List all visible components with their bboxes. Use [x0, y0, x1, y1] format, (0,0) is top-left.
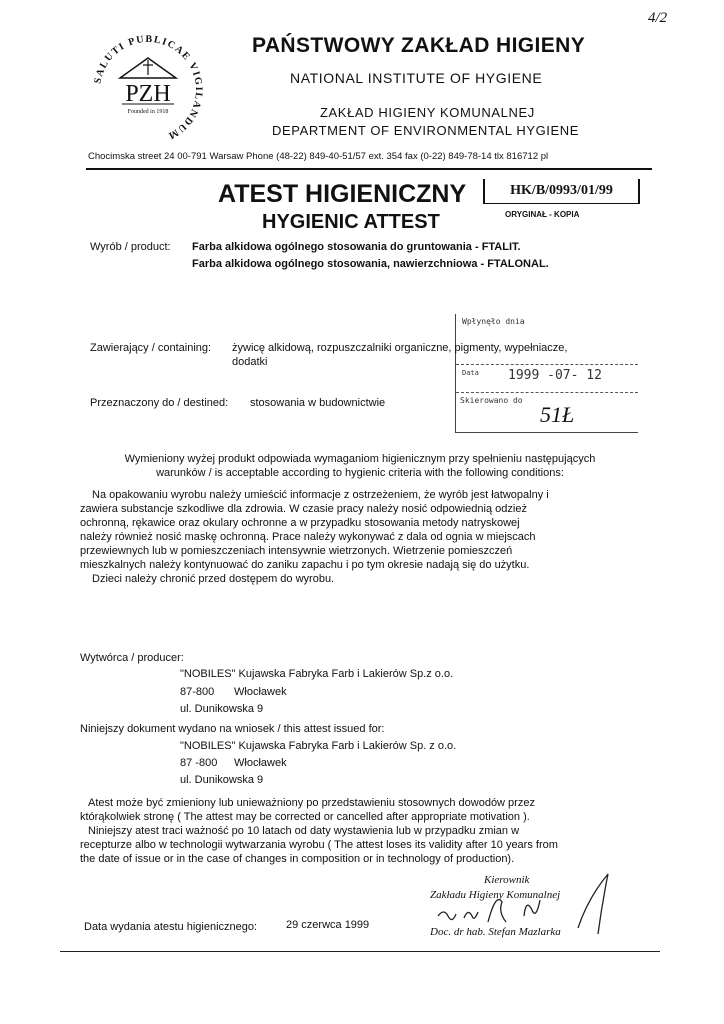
- department-pl: ZAKŁAD HIGIENY KOMUNALNEJ: [320, 105, 535, 120]
- institute-subtitle: NATIONAL INSTITUTE OF HYGIENE: [290, 70, 543, 86]
- department-en: DEPARTMENT OF ENVIRONMENTAL HYGIENE: [272, 123, 580, 138]
- copy-mark: ORYGINAŁ - KOPIA: [505, 210, 580, 219]
- conditions-line: Na opakowaniu wyrobu należy umieścić informacje z ostrzeżeniem, że wyrób jest łatwopalny i: [92, 489, 549, 501]
- conditions-line: mieszkalnych należy kontynuować do zaniku zapachu i po tym okresie nadają się do użytku.: [80, 559, 530, 571]
- issued-for-name: "NOBILES" Kujawska Fabryka Farb i Lakierów Sp. z o.o.: [180, 740, 457, 752]
- conditions-intro: [80, 452, 640, 480]
- logo-founded: Founded in 1918: [127, 109, 169, 115]
- producer-street: ul. Dunikowska 9: [180, 703, 264, 715]
- conditions-body: [80, 488, 640, 586]
- notes-p1-line-1: Atest może być zmieniony lub unieważniony po przedstawieniu stosownych dowodów przez: [88, 797, 535, 809]
- stamp-line-3: Skierowano do: [460, 396, 523, 405]
- product-line-2: Farba alkidowa ogólnego stosowania, nawierzchniowa - FTALONAL.: [192, 258, 549, 270]
- producer-city: Włocławek: [234, 686, 287, 698]
- notes-p1-line-2: którąkolwiek stronę ( The attest may be corrected or cancelled after appropriate motivation ).: [80, 811, 530, 823]
- page-number-mark: 4/2: [648, 10, 668, 26]
- product-line-1: Farba alkidowa ogólnego stosowania do gruntowania - FTALIT.: [192, 241, 521, 253]
- conditions-line: przewiewnych lub w pomieszczeniach intensywnie wietrzonych. Wietrzenie pomieszczeń: [80, 545, 513, 557]
- notes-p2-line-3: the date of issue or in the case of changes in composition or in technology of production).: [80, 853, 515, 865]
- conditions-intro-1: Wymieniony wyżej produkt odpowiada wymaganiom higienicznym przy spełnieniu następujących: [124, 453, 596, 465]
- attest-number: HK/B/0993/01/99: [510, 183, 613, 198]
- attest-title-en: HYGIENIC ATTEST: [262, 211, 440, 233]
- notes-p2-line-1: Niniejszy atest traci ważność po 10 latach od daty wystawienia lub w przypadku zmian w: [88, 825, 520, 837]
- containing-line-1: żywicę alkidową, rozpuszczalniki organiczne, pigmenty, wypełniacze,: [232, 342, 568, 354]
- stamp-line-2: Data: [462, 369, 479, 377]
- signature-name: Doc. dr hab. Stefan Mazlarka: [430, 926, 561, 938]
- producer-label: Wytwórca / producer:: [80, 652, 184, 664]
- logo-ring-text: SALUTI PUBLICAE VIGILANDUM: [92, 33, 205, 142]
- pzh-logo: [86, 28, 210, 152]
- signature-role: Kierownik: [484, 874, 530, 886]
- producer-name: "NOBILES" Kujawska Fabryka Farb i Lakierów Sp.z o.o.: [180, 668, 454, 680]
- logo-initials: PZH: [125, 81, 171, 107]
- notes: [80, 796, 640, 866]
- signature-dept: Zakładu Higieny Komunalnej: [430, 889, 561, 901]
- address-line: Chocimska street 24 00-791 Warsaw Phone (48-22) 849-40-51/57 ext. 354 fax (0-22) 849-78-14 tlx 816712 pl: [88, 151, 549, 162]
- issued-for-postcode: 87 -800: [180, 757, 218, 769]
- stamp-line-1: Wpłynęło dnia: [462, 317, 525, 326]
- destined-value: stosowania w budownictwie: [250, 397, 386, 409]
- destined-label: Przeznaczony do / destined:: [90, 397, 229, 409]
- issued-for-label: Niniejszy dokument wydano na wniosek / this attest issued for:: [80, 723, 385, 735]
- received-stamp: [455, 314, 638, 433]
- attest-title-pl: ATEST HIGIENICZNY: [218, 180, 467, 208]
- issued-for-city: Włocławek: [234, 757, 287, 769]
- producer-postcode: 87-800: [180, 686, 215, 698]
- institute-title: PAŃSTWOWY ZAKŁAD HIGIENY: [252, 34, 586, 57]
- conditions-line: należy również nosić maskę ochronną. Prace należy wykonywać z dala od ognia w miejscach: [80, 531, 536, 543]
- attest-number-box: [483, 179, 640, 204]
- containing-label: Zawierający / containing:: [90, 342, 212, 354]
- product-label: Wyrób / product:: [90, 241, 171, 253]
- stamp-date: 1999 -07- 12: [508, 368, 602, 383]
- issue-date-value: 29 czerwca 1999: [286, 919, 370, 931]
- conditions-line: zawiera substancje szkodliwe dla zdrowia. W czasie pracy należy nosić odpowiednią odzież: [80, 503, 527, 515]
- stamp-handwritten: 51Ł: [540, 402, 575, 427]
- notes-p2-line-2: recepturze albo w technologii wytwarzania wyrobu ( The attest loses its validity after 10 years from: [80, 839, 558, 851]
- conditions-line: Dzieci należy chronić przed dostępem do wyrobu.: [92, 573, 335, 585]
- issued-for-street: ul. Dunikowska 9: [180, 774, 264, 786]
- conditions-intro-2: warunków / is acceptable according to hygienic criteria with the following conditions:: [156, 467, 564, 479]
- footer-divider: [60, 951, 660, 952]
- conditions-line: ochronną, rękawice oraz okulary ochronne a w przypadku stosowania metody natryskowej: [80, 517, 520, 529]
- containing-line-2: dodatki: [232, 356, 268, 368]
- header-divider: [86, 168, 652, 170]
- issue-date-label: Data wydania atestu higienicznego:: [84, 921, 258, 933]
